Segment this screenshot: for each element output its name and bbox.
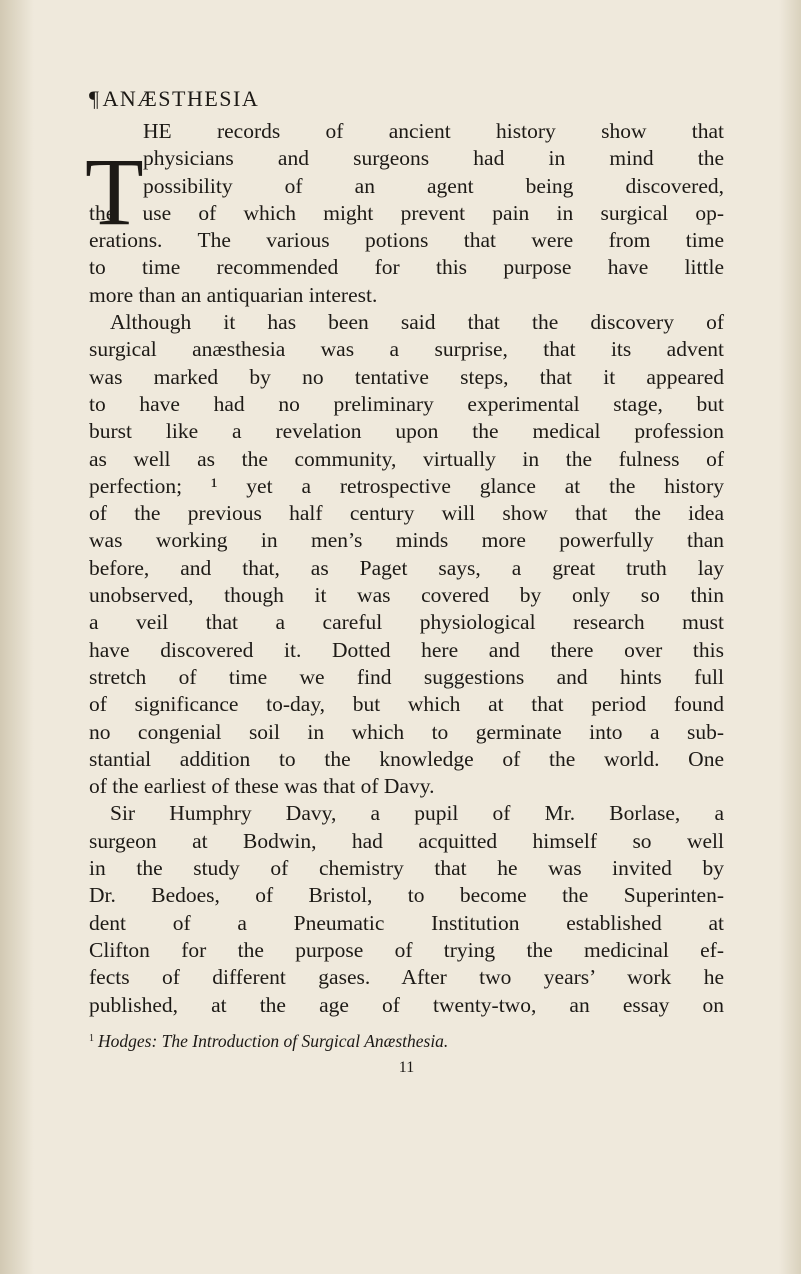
page-shadow-left <box>0 0 34 1274</box>
text-line: was marked by no tentative steps, that it appeared <box>89 364 724 389</box>
text-line: Sir Humphry Davy, a pupil of Mr. Borlase, a <box>110 801 724 826</box>
page-shadow-right <box>779 0 801 1274</box>
paragraph-2 <box>89 309 724 800</box>
section-title: ANÆSTHESIA <box>102 86 260 111</box>
text-line: to have had no preliminary experimental stage, but <box>89 391 724 416</box>
paragraph-3 <box>89 800 724 1018</box>
text-line: of the earliest of these was that of Davy. <box>89 774 435 799</box>
text-line: was working in men’s minds more powerfully than <box>89 528 724 553</box>
text-line: perfection; ¹ yet a retrospective glance at the history <box>89 473 724 498</box>
section-heading <box>89 84 724 114</box>
text-line: Dr. Bedoes, of Bristol, to become the Superinten- <box>89 883 724 908</box>
text-line: stantial addition to the knowledge of the world. One <box>89 746 724 771</box>
text-line: a veil that a careful physiological research must <box>89 610 724 635</box>
page-body <box>85 84 724 1079</box>
text-line: no congenial soil in which to germinate into a sub- <box>89 719 724 744</box>
text-line: stretch of time we find suggestions and hints full <box>89 664 724 689</box>
footnote-marker: 1 <box>89 1032 94 1044</box>
page-number: 11 <box>398 1058 415 1076</box>
text-line: the use of which might prevent pain in surgical op- <box>89 200 724 225</box>
pilcrow-icon: ¶ <box>89 86 101 111</box>
text-line: as well as the community, virtually in the fulness of <box>89 446 724 471</box>
drop-cap: T <box>85 138 144 245</box>
text-line: before, and that, as Paget says, a great truth lay <box>89 555 724 580</box>
text-line: physicians and surgeons had in mind the <box>143 146 724 171</box>
text-line: of significance to-day, but which at that period found <box>89 692 724 717</box>
paragraph-1 <box>85 118 724 309</box>
text-line: surgical anæsthesia was a surprise, that its advent <box>89 337 724 362</box>
footnote <box>89 1027 724 1053</box>
text-line: Clifton for the purpose of trying the medicinal ef- <box>89 937 724 962</box>
text-line: unobserved, though it was covered by only so thin <box>89 583 724 608</box>
text-line: fects of different gases. After two years’ work he <box>89 965 724 990</box>
text-line: published, at the age of twenty-two, an essay on <box>89 992 724 1017</box>
text-line: of the previous half century will show that the idea <box>89 501 724 526</box>
text-line: dent of a Pneumatic Institution established at <box>89 910 724 935</box>
text-line: possibility of an agent being discovered, <box>143 173 724 198</box>
text-line: surgeon at Bodwin, had acquitted himself so well <box>89 828 724 853</box>
text-line: Although it has been said that the discovery of <box>110 310 724 335</box>
text-line: erations. The various potions that were from time <box>89 228 724 253</box>
text-line: HE records of ancient history show that <box>143 119 724 143</box>
text-line: have discovered it. Dotted here and there over this <box>89 637 724 662</box>
text-line: more than an antiquarian interest. <box>89 282 378 307</box>
footnote-text: Hodges: The Introduction of Surgical Anæsthesia. <box>98 1030 449 1051</box>
text-line: in the study of chemistry that he was invited by <box>89 856 724 881</box>
text-line: burst like a revelation upon the medical profession <box>89 419 724 444</box>
text-line: to time recommended for this purpose have little <box>89 255 724 280</box>
